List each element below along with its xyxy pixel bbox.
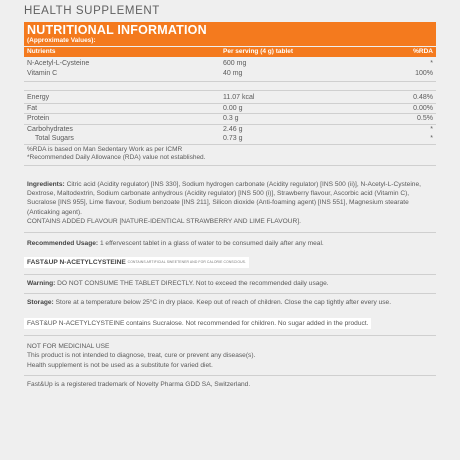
storage-text: Store at a temperature below 25°C in dry place. Keep out of reach of children. Close the cap tightly after every use. xyxy=(55,299,392,307)
table-row: N-Acetyl-L-Cysteine 600 mg * xyxy=(27,60,433,67)
nutrition-title: NUTRITIONAL INFORMATION xyxy=(27,23,207,37)
nutrient-group-active xyxy=(24,57,436,82)
product-note-name: FAST&UP N-ACETYLCYSTEINE xyxy=(27,258,126,266)
warning-label: Warning: xyxy=(27,279,56,287)
trademark-text: Fast&Up is a registered trademark of Novelty Pharma GDD SA, Switzerland. xyxy=(27,380,251,388)
nutrition-header xyxy=(24,22,436,46)
table-row: Total Sugars 0.73 g * xyxy=(35,135,433,142)
product-note-box xyxy=(24,257,249,268)
category-label: HEALTH SUPPLEMENT xyxy=(24,5,160,17)
ingredients-text: Citric acid (Acidity regulator) [INS 330], Sodium hydrogen carbonate (Acidity regulator) [INS 500 (ii)], N-Acetyl-L-Cysteine, Dextrose, Maltodextrin, Sodium carbonate anhydrous (Acidity regulator) [INS 500 (i)], Strawberry flavour, Ascorbic acid (Vitamin C), Sucralose [INS 955], Lime flavour, Sodium benzoate [INS 211], Silicon dioxide (Anti-foaming agent) [INS 551], Magnesium stearate (Anticaking agent). xyxy=(27,180,421,216)
trademark-section xyxy=(24,376,436,394)
usage-text: 1 effervescent tablet in a glass of water to be consumed daily after any meal. xyxy=(99,239,324,247)
storage-section xyxy=(24,294,436,335)
ingredients-label: Ingredients: xyxy=(27,180,65,188)
disclaimer-section: NOT FOR MEDICINAL USE This product is not intended to diagnose, treat, cure or prevent any disease(s). Health supplement is not be used as a substitute for varied diet. xyxy=(24,336,436,376)
table-row: Energy 11.07 kcal 0.48% xyxy=(27,94,433,101)
storage-label: Storage: xyxy=(27,299,54,307)
label-panel xyxy=(24,4,436,394)
nutrition-table-header xyxy=(24,47,436,57)
sucralose-note-box: FAST&UP N-ACETYLCYSTEINE contains Sucralose. Not recommended for children. No sugar added in the product. xyxy=(24,318,371,329)
warning-text: DO NOT CONSUME THE TABLET DIRECTLY. Not to exceed the recommended daily usage. xyxy=(57,279,329,287)
warning-section xyxy=(24,275,436,294)
usage-label: Recommended Usage: xyxy=(27,239,99,247)
table-row: Fat 0.00 g 0.00% xyxy=(27,104,433,112)
table-row: Vitamin C 40 mg 100% xyxy=(27,69,433,77)
table-row: Protein 0.3 g 0.5% xyxy=(27,115,433,122)
rda-notes: %RDA is based on Man Sedentary Work as per ICMR *Recommended Daily Allowance (RDA) value not established. xyxy=(27,145,206,161)
nutrition-subtitle: (Approximate Values): xyxy=(27,37,96,44)
usage-section xyxy=(24,233,436,275)
table-row: Carbohydrates 2.46 g * xyxy=(27,125,433,133)
product-note-small: CONTAINS ARTIFICIAL SWEETENER AND FOR CALORIE CONSCIOUS. xyxy=(127,259,247,264)
col-nutrients: Nutrients xyxy=(27,48,56,55)
added-flavour-text: CONTAINS ADDED FLAVOUR [NATURE-IDENTICAL STRAWBERRY AND LIME FLAVOUR]. xyxy=(27,218,301,226)
nutrient-group-energy xyxy=(24,91,436,166)
col-per-serving: Per serving (4 g) tablet xyxy=(223,48,294,55)
ingredients-section xyxy=(24,166,436,233)
col-rda: %RDA xyxy=(413,48,433,55)
